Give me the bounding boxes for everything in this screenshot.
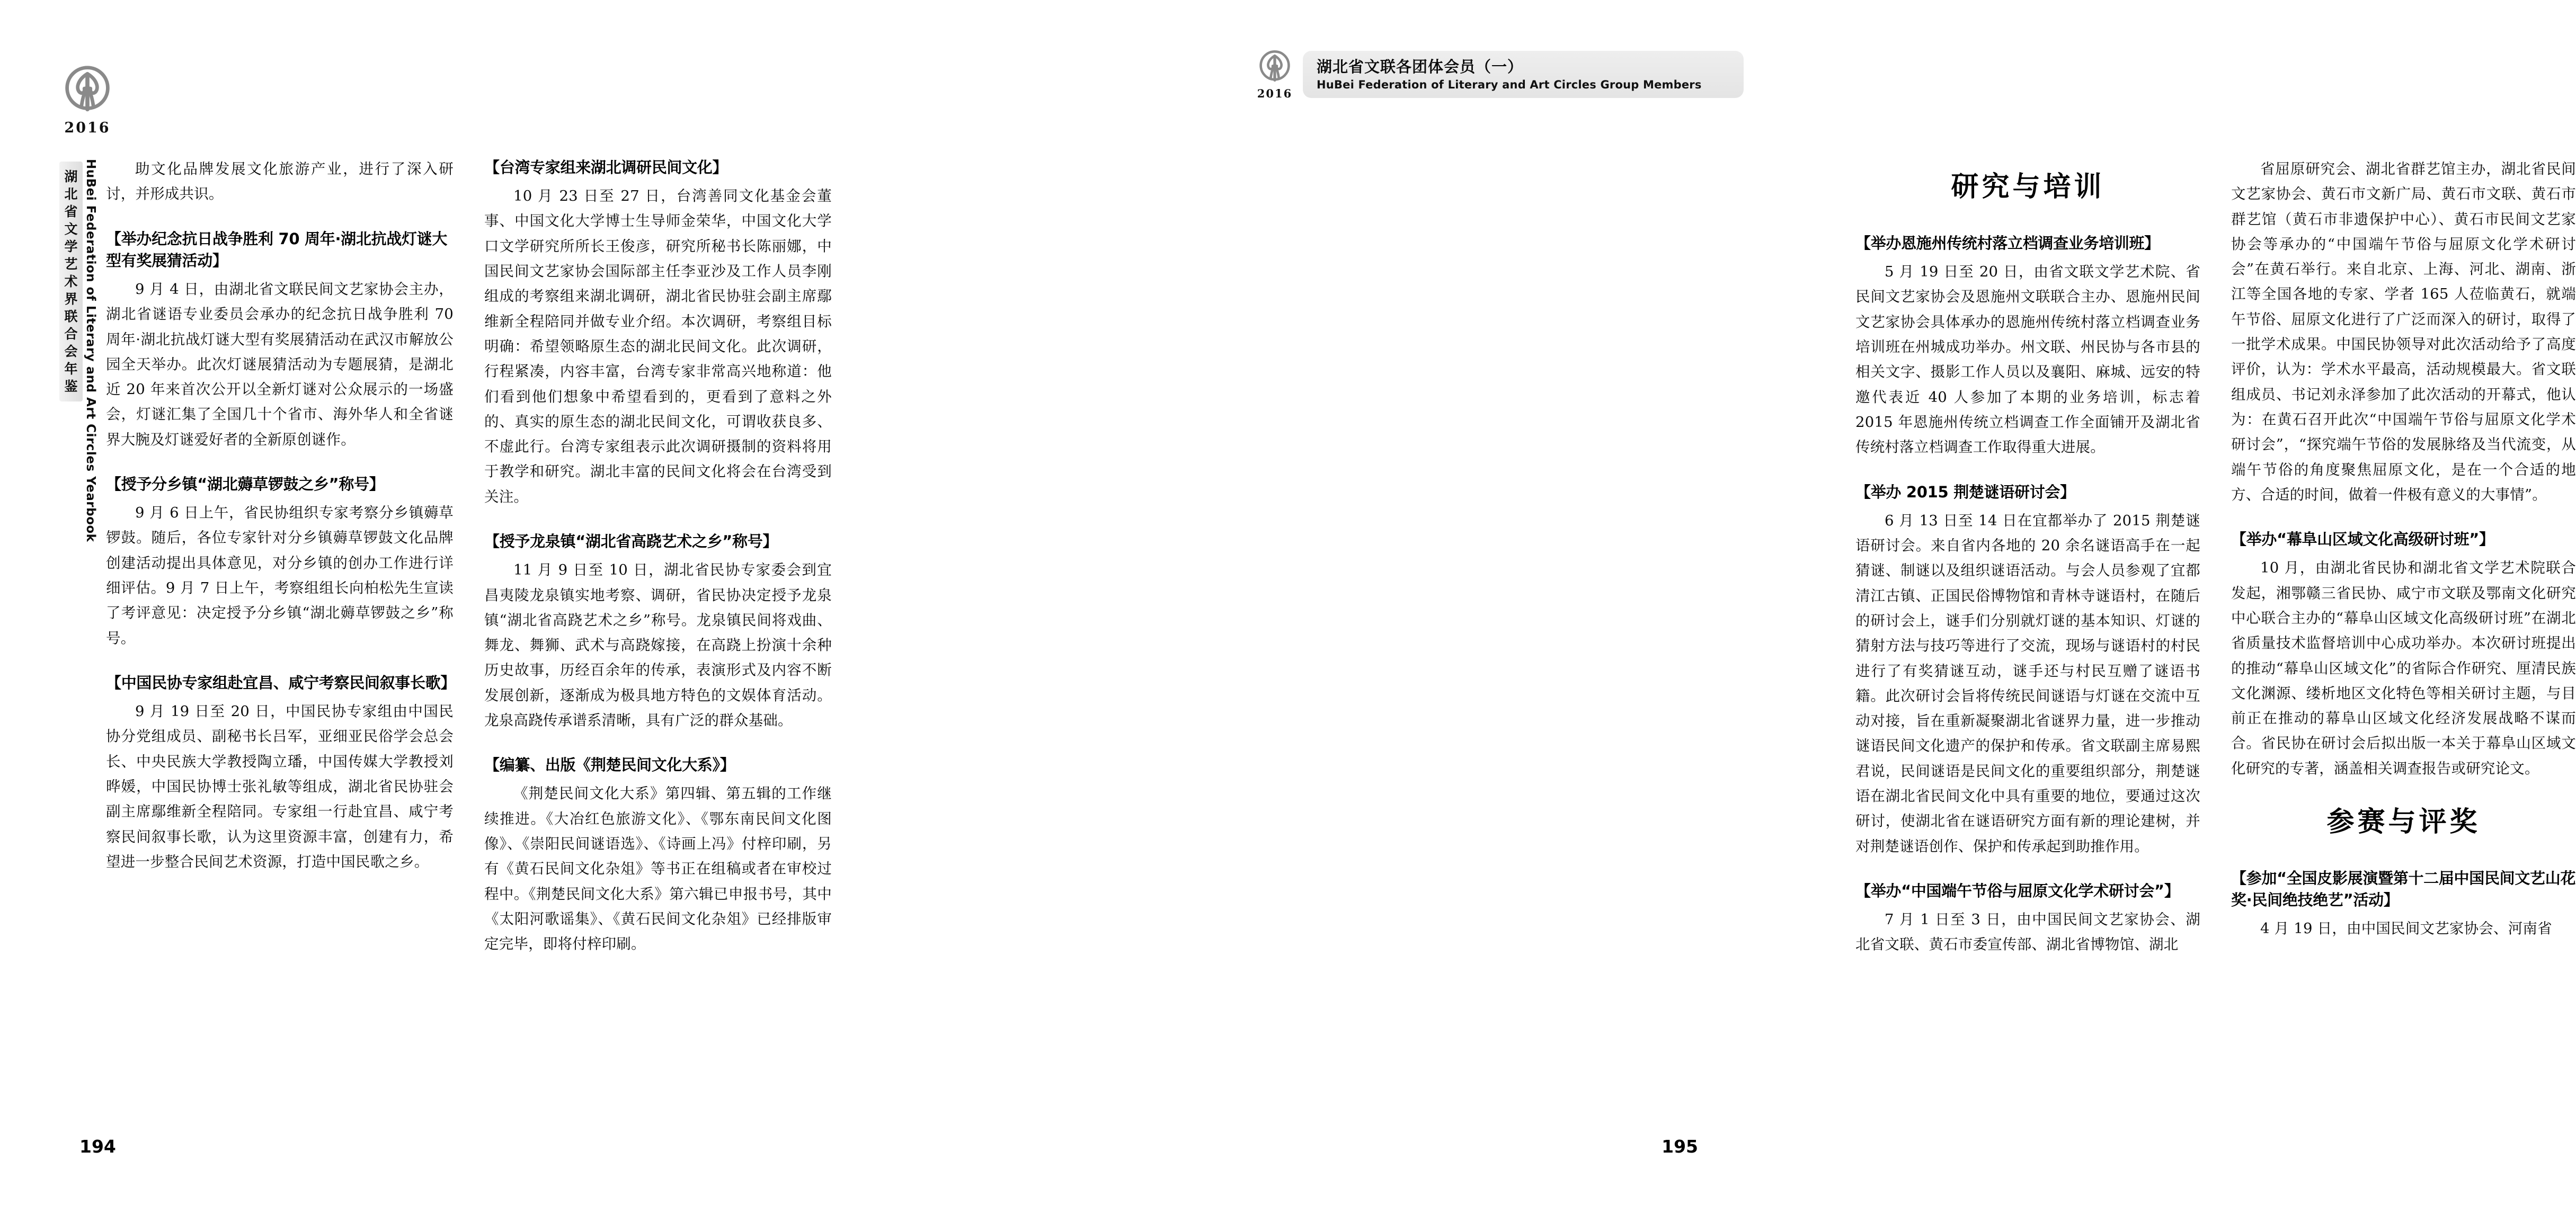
article-entry <box>106 672 454 874</box>
entry-heading: 【举办 2015 荆楚谜语研讨会】 <box>1855 483 2075 501</box>
entry-heading: 【授予龙泉镇“湖北省高跷艺术之乡”称号】 <box>484 532 778 551</box>
left-page <box>0 0 889 1214</box>
entry-body: 9 月 19 日至 20 日，中国民协专家组由中国民协分党组成员、副秘书长吕军，亚细亚民俗学会总会长、中央民族大学教授陶立璠，中国传媒大学教授刘晔媛，中国民协博士张礼敏等组成，湖北省民协驻会副主席鄢维新全程陪同。专家组一行赴宜昌、咸宁考察民间叙事长歌，认为这里资源丰富，创建有力，希望进一步整合民间艺术资源，打造中国民歌之乡。 <box>106 703 454 870</box>
entry-heading: 【举办“中国端午节俗与屈原文化学术研讨会”】 <box>1855 881 2180 900</box>
page-number-right: 195 <box>1662 1136 1698 1157</box>
entry-body: 9 月 6 日上午，省民协组织专家考察分乡镇薅草锣鼓。随后，各位专家针对分乡镇薅草锣鼓文化品牌创建活动提出具体意见，对分乡镇的创办工作进行详细评估。9 月 7 日上午，考察组组长向柏松先生宣读了考评意见：决定授予分乡镇“湖北薅草锣鼓之乡”称号。 <box>106 504 454 647</box>
entry-body: 7 月 1 日至 3 日，由中国民间文艺家协会、湖北省文联、黄石市委宣传部、湖北省博物馆、湖北 <box>1855 911 2200 953</box>
column-1 <box>106 157 454 975</box>
left-page-columns <box>106 157 832 975</box>
federation-emblem-icon <box>62 64 113 114</box>
entry-heading: 【举办恩施州传统村落立档调查业务培训班】 <box>1855 234 2160 252</box>
entry-body: 9 月 4 日，由湖北省文联民间文艺家协会主办，湖北省谜语专业委员会承办的纪念抗日战争胜利 70 周年·湖北抗战灯谜大型有奖展猜活动在武汉市解放公园全天举办。此次灯谜展猜活动为专题展猜，是湖北近 20 年来首次公开以全新灯谜对公众展示的一场盛会，灯谜汇集了全国几十个省市、海外华人和全省谜界大腕及灯谜爱好者的全新原创谜作。 <box>106 280 454 448</box>
logo-year-label: 2016 <box>64 120 111 136</box>
spine-char-8: 界 <box>64 291 78 307</box>
column-4 <box>2231 157 2576 976</box>
entry-heading: 【举办纪念抗日战争胜利 70 周年·湖北抗战灯谜大型有奖展猜活动】 <box>106 229 448 270</box>
entry-body: 6 月 13 日至 14 日在宜都举办了 2015 荆楚谜语研讨会。来自省内各地的 20 余名谜语高手在一起猜谜、制谜以及组织谜语活动。与会人员参观了宜都清江古镇、正国民俗博物馆和青林寺谜语村，在随后的研讨会上，谜手们分别就灯谜的基本知识、灯谜的猜射方法与技巧等进行了交流，现场与谜语村的村民进行了有奖猜谜互动，谜手还与村民互赠了谜语书籍。此次研讨会旨将传统民间谜语与灯谜在交流中互动对接，旨在重新凝聚湖北省谜界力量，进一步推动谜语民间文化遗产的保护和传承。省文联副主席易熙君说，民间谜语是民间文化的重要组织部分，荆楚谜语在湖北省民间文化中具有重要的地位，要通过这次研讨，使湖北省在谜语研究方面有新的理论建树，并对荆楚谜语创作、保护和传承起到助推作用。 <box>1855 512 2200 855</box>
running-header-plate <box>1303 51 1744 98</box>
page-number-left: 194 <box>79 1136 116 1157</box>
entry-body: 4 月 19 日，由中国民间文艺家协会、河南省 <box>2260 920 2552 938</box>
spine-char-1: 湖 <box>64 169 78 184</box>
entry-heading: 【授予分乡镇“湖北薅草锣鼓之乡”称号】 <box>106 475 385 494</box>
entry-heading: 【参加“全国皮影展演暨第十二届中国民间文艺山花奖·民间绝技绝艺”活动】 <box>2231 869 2576 909</box>
article-entry <box>484 531 832 733</box>
running-header-year: 2016 <box>1257 87 1293 100</box>
running-header-title-cn: 湖北省文联各团体会员（一） <box>1317 57 1524 76</box>
article-entry <box>2231 529 2576 781</box>
entry-body: 10 月 23 日至 27 日，台湾善同文化基金会董事、中国文化大学博士生导师金荣华，中国文化大学口文学研究所所长王俊彦，研究所秘书长陈丽娜，中国民间文艺家协会国际部主任李亚沙及工作人员李刚组成的考察组来湖北调研，湖北省民协驻会副主席鄢维新全程陪同并做专业介绍。本次调研，考察组目标明确：希望领略原生态的湖北民间文化。此次调研，行程紧凑，内容丰富，台湾专家非常高兴地称道：他们看到他们想象中希望看到的，更看到了意料之外的、真实的原生态的湖北民间文化，可谓收获良多、不虚此行。台湾专家组表示此次调研摄制的资料将用于教学和研究。湖北丰富的民间文化将会在台湾受到关注。 <box>484 188 832 505</box>
article-entry <box>1855 233 2200 460</box>
spine-char-9: 联 <box>64 309 78 324</box>
spine-char-2: 北 <box>64 186 78 202</box>
running-header-logo <box>1254 49 1295 100</box>
spine-title-cn <box>59 162 83 401</box>
spine-char-5: 学 <box>64 239 78 254</box>
entry-heading: 【台湾专家组来湖北调研民间文化】 <box>484 158 728 176</box>
running-header <box>1254 49 1744 100</box>
federation-emblem-icon <box>1257 49 1292 84</box>
column-2 <box>484 157 832 975</box>
column-3 <box>1855 157 2200 976</box>
article-entry <box>106 474 454 651</box>
book-logo-block <box>56 64 119 136</box>
entry-body: 5 月 19 日至 20 日，由省文联文学艺术院、省民间文艺家协会及恩施州文联联合主办、恩施州民间文艺家协会具体承办的恩施州传统村落立档调查业务培训班在州城成功举办。州文联、州民协与各市县的相关文字、摄影工作人员以及襄阳、麻城、远安的特邀代表近 40 人参加了本期的业务培训，标志着 2015 年恩施州传统立档调查工作全面铺开及湖北省传统村落立档调查工作取得重大进展。 <box>1855 263 2200 456</box>
spine-char-13: 鉴 <box>64 379 78 394</box>
article-entry <box>1855 481 2200 859</box>
entry-body: 11 月 9 日至 10 日，湖北省民协专家委会到宜昌夷陵龙泉镇实地考察、调研，省民协决定授予龙泉镇“湖北省高跷艺术之乡”称号。龙泉镇民间将戏曲、舞龙、舞狮、武术与高跷嫁接，在高跷上扮演十余种历史故事，历经百余年的传承，表演形式及内容不断发展创新，逐渐成为极具地方特色的文娱体育活动。龙泉高跷传承谱系清晰，具有广泛的群众基础。 <box>484 561 832 729</box>
spine-char-12: 年 <box>64 361 78 377</box>
entry-heading: 【举办“幕阜山区域文化高级研讨班”】 <box>2231 530 2494 549</box>
section-title-research-training: 研究与培训 <box>1951 171 2105 203</box>
entry-heading: 【中国民协专家组赴宜昌、咸宁考察民间叙事长歌】 <box>106 673 456 692</box>
spine-title-en: HuBei Federation of Literary and Art Circles Yearbook <box>84 159 97 542</box>
spine-char-11: 会 <box>64 344 78 359</box>
entry-body: 省屈原研究会、湖北省群艺馆主办，湖北省民间文艺家协会、黄石市文新广局、黄石市文联、黄石市群艺馆（黄石市非遗保护中心）、黄石市民间文艺家协会等承办的“中国端午节俗与屈原文化学术研讨会”在黄石举行。来自北京、上海、河北、湖南、浙江等全国各地的专家、学者 165 人莅临黄石，就端午节俗、屈原文化进行了广泛而深入的研讨，取得了一批学术成果。中国民协领导对此次活动给予了高度评价，认为：学术水平最高，活动规模最大。省文联组成员、书记刘永泽参加了此次活动的开幕式，他认为：在黄石召开此次“中国端午节俗与屈原文化学术研讨会”，“探究端午节俗的发展脉络及当代流变，从端午节俗的角度聚焦屈原文化，是在一个合适的地方、合适的时间，做着一件极有意义的大事情”。 <box>2231 160 2576 503</box>
spine-char-10: 合 <box>64 326 78 342</box>
article-entry <box>106 228 454 452</box>
entry-body: 《荆楚民间文化大系》第四辑、第五辑的工作继续推进。《大冶红色旅游文化》、《鄂东南民间文化图像》、《崇阳民间谜语选》、《诗画上冯》付梓印刷，另有《黄石民间文化杂俎》等书正在组稿或者在审校过程中。《荆楚民间文化大系》第六辑已申报书号，其中《太阳河歌谣集》、《黄石民间文化杂俎》已经排版审定完毕，即将付梓印刷。 <box>484 785 832 953</box>
article-entry <box>2231 868 2576 942</box>
article-entry <box>484 157 832 510</box>
article-entry <box>1855 880 2200 958</box>
spine-char-6: 艺 <box>64 256 78 272</box>
running-header-title-en: HuBei Federation of Literary and Art Circles Group Members <box>1317 78 1702 92</box>
spine-char-4: 文 <box>64 221 78 237</box>
continued-paragraph: 助文化品牌发展文化旅游产业，进行了深入研讨，并形成共识。 <box>106 160 454 203</box>
entry-heading: 【编纂、出版《荆楚民间文化大系》】 <box>484 756 735 774</box>
article-entry <box>484 754 832 957</box>
spine-char-7: 术 <box>64 274 78 289</box>
entry-body: 10 月，由湖北省民协和湖北省文学艺术院联合发起，湘鄂赣三省民协、咸宁市文联及鄂南文化研究中心联合主办的“幕阜山区域文化高级研讨班”在湖北省质量技术监督培训中心成功举办。本次研讨班提出的推动“幕阜山区域文化”的省际合作研究、厘清民族文化渊源、缕析地区文化特色等相关研讨主题，与目前正在推动的幕阜山区域文化经济发展战略不谋而合。省民协在研讨会后拟出版一本关于幕阜山区域文化研究的专著，涵盖相关调查报告或研究论文。 <box>2231 559 2576 777</box>
right-page-columns <box>1855 157 2576 976</box>
article-entry-continued <box>2231 157 2576 507</box>
spine-char-3: 省 <box>64 204 78 219</box>
section-title-competition-awards: 参赛与评奖 <box>2326 806 2481 838</box>
right-page <box>889 0 2576 1214</box>
